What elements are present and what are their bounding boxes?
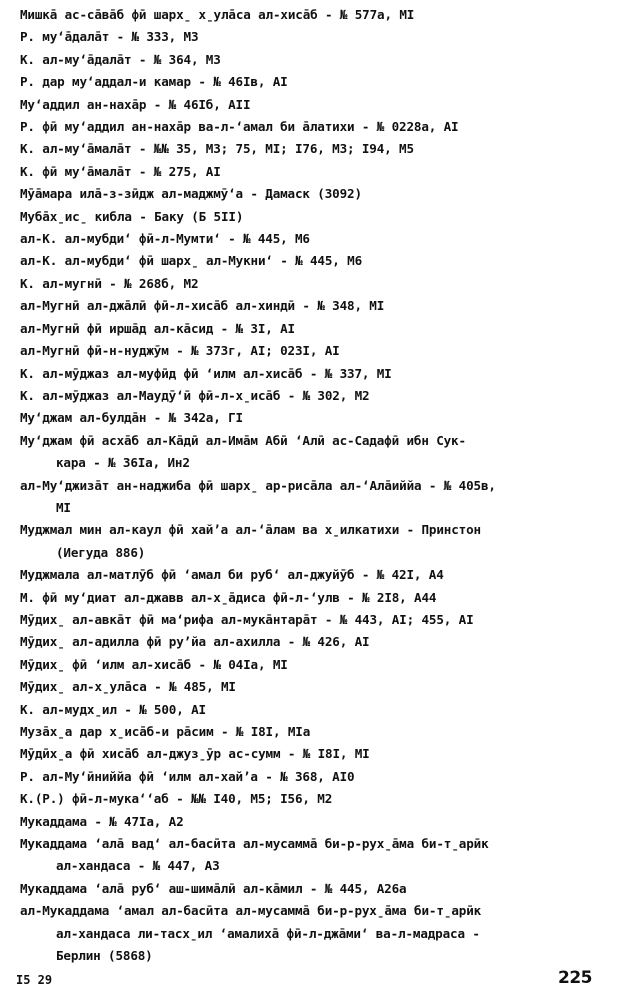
entry-continuation-line: ал-хандаса ли-тасх̱ил ‘амалиха̄ фӣ-л-джа̄ми‘ ва-л-мадраса - [56,925,480,941]
entry-line: Муджмал мин ал-каул фӣ хай’а ал-‘а̄лам ва х̱илкатихи - Принстон [20,522,481,538]
entry-line: Р. ал-Му‘ӣниййа фӣ ‘илм ал-хай’а - № 368, АI0 [20,768,355,784]
entry-line: Му‘джам ал-булда̄н - № 342а, ГI [20,410,243,426]
entry-line: Мишка̄ ас-са̄ва̄б фӣ шарх̱ х̱ула̄са ал-хиса̄б - № 577а, МI [20,7,415,22]
entry-line: Му‘джам фӣ асха̄б ал-Ка̄дӣ ал-Има̄м Абӣ ‘Алӣ ас-Садафӣ ибн Сук- [20,432,466,448]
entry-line: Мӯа̄мара ила̄-з-зӣдж ал-маджмӯ‘а - Дамаск (3092) [20,186,362,202]
entry-line: Му‘аддил ан-наха̄р - № 46Iб, АII [20,96,251,112]
entry-line: Мукаддама ‘ала̄ руб‘ аш-шима̄лӣ ал-ка̄мил - № 445, А26а [20,880,407,896]
entry-line: Мӯдих̱ фӣ ‘илм ал-хиса̄б - № 04Iа, МI [20,656,288,672]
entry-line: Мӯдих̱ ал-авка̄т фӣ ма‘рифа ал-мука̄нтара̄т - № 443, АI; 455, АI [20,611,474,627]
entry-line: Мукаддама ‘ала̄ вад‘ ал-басӣта ал-мусамма̄ би-р-рух̱а̄ма би-т̱арӣк [20,836,489,852]
entry-line: Р. фӣ му‘аддил ан-наха̄р ва-л-‘амал би а̄латихи - № 0228а, АI [20,119,459,135]
entry-line: ал-К. ал-мубди‘ фӣ шарх̱ ал-Мукни‘ - № 445, М6 [20,253,363,269]
entry-line: Муба̄х̱ис̱ кибла - Баку (Б 5II) [20,208,244,224]
page-number: 225 [558,968,592,988]
page-footer [0,966,618,996]
entry-line: Муджмала ал-матлӯб фӣ ‘амал би руб‘ ал-джуйӯб - № 42I, А4 [20,567,444,583]
entry-line: ал-Мугнӣ фӣ-н-нуджӯм - № 373г, АI; 023I, АI [20,343,340,359]
printer-signature: I5 29 [16,973,53,987]
entry-line: Мукаддама - № 47Iа, А2 [20,813,184,829]
entry-line: ал-К. ал-мубди‘ фӣ-л-Мумти‘ - № 445, М6 [20,231,310,247]
entry-line: ал-Му‘джиза̄т ан-наджиба фӣ шарх̱ ар-риса̄ла ал-‘Ала̄иййа - № 405в, [20,477,496,493]
entry-continuation-line: Берлин (5868) [56,948,153,964]
entry-line: Мӯдих̱ ал-х̱ула̄са - № 485, МI [20,679,236,695]
entry-line: ал-Мукаддама ‘амал ал-басӣта ал-мусамма̄ би-р-рух̱а̄ма би-т̱арӣк [20,903,482,919]
entry-line: Муза̄х̱а дар х̱иса̄б-и ра̄сим - № I8I, МIа [20,724,311,739]
entry-line: ал-Мугнӣ ал-джа̄лӣ фӣ-л-хиса̄б ал-хиндӣ - № 348, МI [20,298,385,314]
entry-line: К. ал-мӯджаз ал-Маудӯ‘ӣ фӣ-л-х̱иса̄б - № 302, М2 [20,387,370,403]
entry-continuation-line: МI [56,499,71,515]
entry-line: К. фӣ му‘а̄мала̄т - № 275, АI [20,163,221,179]
entry-line: Р. дар му‘аддал-и камар - № 46Iв, АI [20,74,288,90]
entry-line: К. ал-мугнӣ - № 268б, М2 [20,275,199,291]
entry-line: ал-Мугнӣ фӣ ирша̄д ал-ка̄сид - № 3I, АI [20,320,295,336]
entry-continuation-line: (Иегуда 886) [56,544,146,560]
bibliography-list [20,4,612,967]
entry-continuation-line: кара - № 36Iа, Ин2 [56,455,190,471]
entry-line: Мӯдӣх̱а фӣ хиса̄б ал-джуз̱ӯр ас-сумм - № I8I, МI [20,746,370,762]
entry-line: Р. му‘а̄дала̄т - № 333, М3 [20,29,199,45]
entry-line: К. ал-мудх̱ил - № 500, АI [20,701,206,717]
entry-line: К. ал-му‘а̄мала̄т - №№ 35, М3; 75, МI; I76, М3; I94, М5 [20,141,414,157]
entry-line: К. ал-му‘а̄дала̄т - № 364, М3 [20,51,221,67]
entry-line: Мӯдих̱ ал-адилла фӣ ру’йа ал-ахилла - № 426, АI [20,634,370,650]
entry-continuation-line: ал-хандаса - № 447, А3 [56,858,220,874]
entry-line: М. фӣ му‘диат ал-джавв ал-х̱а̄диса фӣ-л-‘улв - № 2I8, А44 [20,589,437,605]
entry-line: К.(Р.) фӣ-л-мука‘‘аб - №№ I40, М5; I56, М2 [20,791,333,807]
entry-line: К. ал-мӯджаз ал-муфӣд фӣ ‘илм ал-хиса̄б - № 337, МI [20,365,392,381]
